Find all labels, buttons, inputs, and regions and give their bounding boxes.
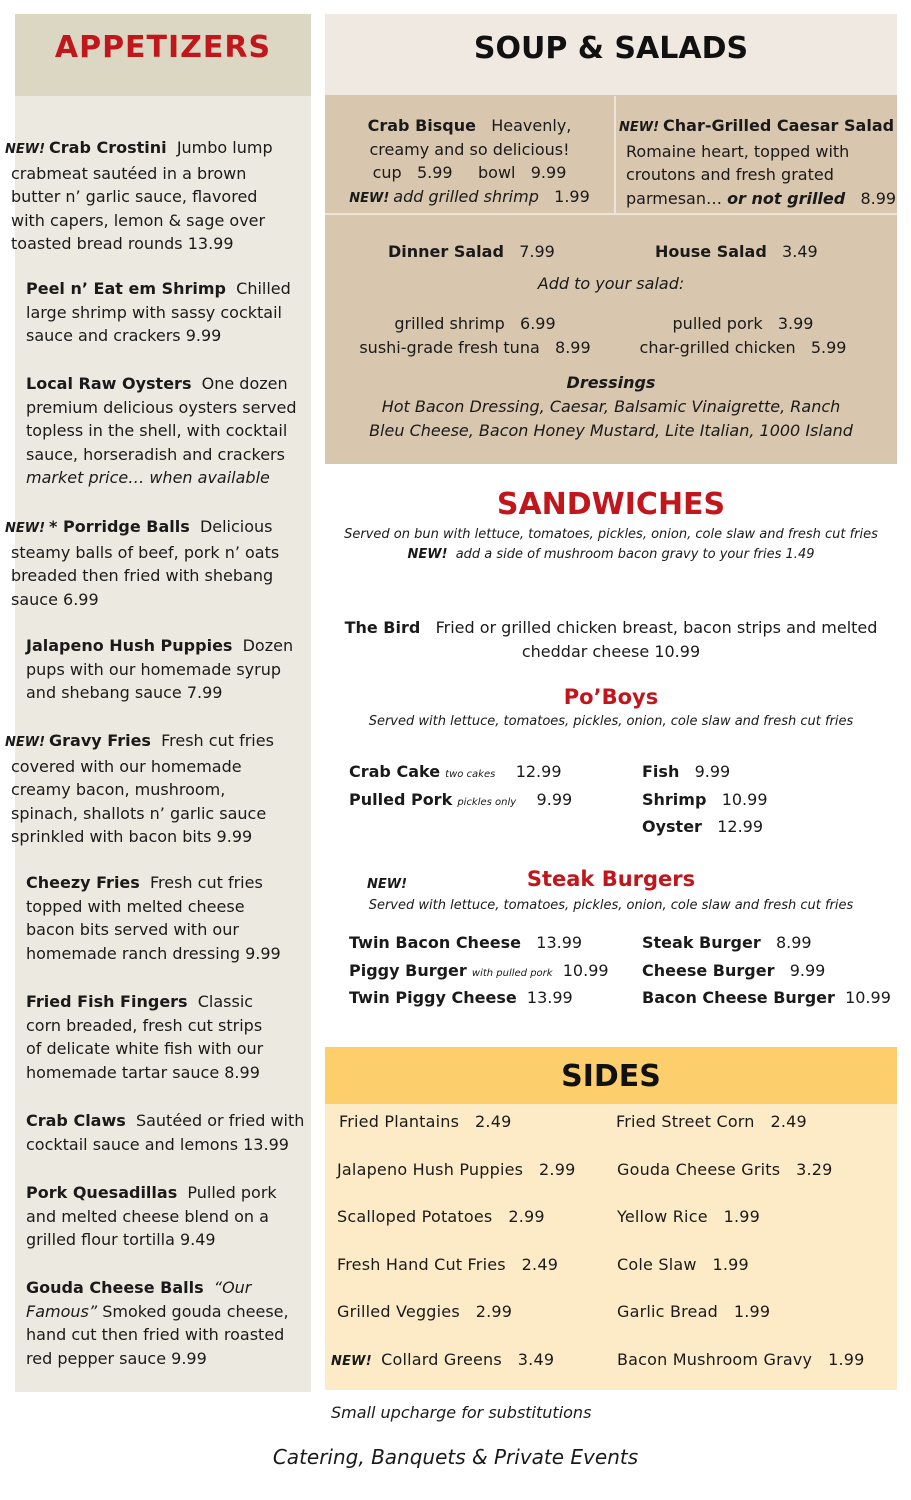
appetizer-desc: hand cut then fried with roasted <box>26 1325 285 1344</box>
appetizer-desc: premium delicious oysters served <box>26 397 297 417</box>
burger-price: 13.99 <box>536 933 583 952</box>
appetizer-desc: sauce and crackers 9.99 <box>26 326 222 345</box>
salad-name: Char-Grilled Caesar Salad <box>663 116 895 135</box>
sides-header <box>325 1047 897 1104</box>
side-item: Gouda Cheese Grits 3.29 <box>617 1160 833 1179</box>
poboy-note: two cakes <box>445 769 496 780</box>
poboy-item <box>642 762 730 781</box>
new-badge: NEW! <box>349 190 390 206</box>
catering-footer: Catering, Banquets & Private Events <box>272 1445 639 1469</box>
burger-item <box>349 961 609 980</box>
new-badge: NEW! <box>5 735 46 750</box>
salad-name: House Salad <box>655 242 767 261</box>
appetizers-title: APPETIZERS <box>54 30 272 65</box>
appetizer-desc: creamy bacon, mushroom, <box>11 780 226 799</box>
poboy-price: 9.99 <box>536 790 573 809</box>
soup-desc: Heavenly, <box>491 116 572 135</box>
appetizer-desc: red pepper sauce 9.99 <box>26 1348 207 1368</box>
appetizer-desc: topped with melted cheese <box>26 896 245 916</box>
appetizer-item <box>26 871 306 965</box>
appetizer-desc: Famous” <box>26 1301 98 1321</box>
appetizer-desc: Sautéed or fried with <box>135 1111 305 1130</box>
poboy-price: 12.99 <box>515 762 562 781</box>
burger-name: Twin Piggy Cheese <box>349 988 517 1007</box>
sandwiches-note: Served on bun with lettuce, tomatoes, pickles, onion, cole slaw and fresh cut fries <box>344 527 878 542</box>
new-badge: NEW! <box>619 120 660 135</box>
upcharge-note: Small upcharge for substitutions <box>331 1403 592 1422</box>
sandwich-desc: Fried or grilled chicken breast, bacon strips and melted <box>435 618 878 637</box>
appetizer-desc: Delicious <box>199 517 273 536</box>
appetizer-desc: sauce 6.99 <box>11 589 99 609</box>
salad-option: or not grilled <box>727 188 846 208</box>
appetizer-desc: Smoked gouda cheese, <box>97 1301 289 1321</box>
appetizer-item <box>5 515 285 611</box>
side-item: Cole Slaw 1.99 <box>617 1255 749 1274</box>
sandwiches-title: SANDWICHES <box>496 487 726 522</box>
new-badge: NEW! <box>407 547 448 562</box>
appetizer-desc: topless in the shell, with cocktail <box>26 421 288 440</box>
poboy-item <box>642 817 763 836</box>
side-item: Garlic Bread 1.99 <box>617 1302 771 1321</box>
appetizer-desc: cocktail sauce and lemons 13.99 <box>26 1134 289 1154</box>
new-badge: NEW! <box>5 521 46 536</box>
appetizer-name: Fried Fish Fingers <box>26 992 188 1011</box>
appetizer-name: Gouda Cheese Balls <box>26 1278 204 1297</box>
soup-name: Crab Bisque <box>367 116 476 135</box>
appetizer-name: Pork Quesadillas <box>26 1183 178 1202</box>
poboy-name: Fish <box>642 762 680 781</box>
appetizer-item <box>26 372 306 490</box>
appetizer-item <box>5 136 285 256</box>
burgers-title: Steak Burgers <box>526 867 696 891</box>
appetizer-desc: homemade ranch dressing 9.99 <box>26 943 281 963</box>
new-badge: NEW! <box>367 877 408 892</box>
appetizer-price-note: market price… when available <box>26 468 270 487</box>
burger-item <box>349 933 582 952</box>
appetizer-desc: crabmeat sautéed in a brown <box>11 163 247 183</box>
side-item: Bacon Mushroom Gravy 1.99 <box>617 1350 865 1369</box>
appetizer-desc: sprinkled with bacon bits 9.99 <box>11 827 253 846</box>
appetizer-item <box>5 729 285 849</box>
burger-price: 10.99 <box>562 961 609 980</box>
appetizer-desc: bacon bits served with our <box>26 920 239 939</box>
poboy-item <box>642 790 768 809</box>
poboy-price: 12.99 <box>717 817 764 836</box>
salad-addon: pulled pork 3.99 <box>672 314 814 333</box>
soup-prices: cup 5.99 bowl 9.99 <box>372 163 567 182</box>
appetizer-desc: steamy balls of beef, pork n’ oats <box>11 542 280 562</box>
burger-name: Steak Burger <box>642 933 761 952</box>
burger-item <box>642 933 812 952</box>
salad-addon: grilled shrimp 6.99 <box>394 314 556 333</box>
appetizer-desc: Dozen <box>242 636 294 655</box>
burger-name: Bacon Cheese Burger <box>642 988 835 1007</box>
appetizer-item <box>26 1276 306 1370</box>
sandwich-name: The Bird <box>344 618 421 637</box>
salad-name: Dinner Salad <box>388 242 504 261</box>
new-badge: NEW! <box>5 142 46 157</box>
appetizer-name: Crab Crostini <box>49 138 167 157</box>
burger-name: Twin Bacon Cheese <box>349 933 522 952</box>
appetizer-desc: toasted bread rounds 13.99 <box>11 234 234 253</box>
dressings-list: Bleu Cheese, Bacon Honey Mustard, Lite Italian, 1000 Island <box>369 421 853 440</box>
appetizer-desc: spinach, shallots n’ garlic sauce <box>11 803 267 823</box>
appetizer-desc: One dozen <box>201 374 288 393</box>
salad-desc: Romaine heart, topped with <box>626 141 850 161</box>
salad-desc: croutons and fresh grated <box>626 165 834 184</box>
appetizer-name: Cheezy Fries <box>26 873 140 892</box>
crab-bisque <box>325 114 614 210</box>
appetizer-name: Gravy Fries <box>49 731 151 750</box>
appetizer-item <box>26 634 306 705</box>
appetizer-name: Jalapeno Hush Puppies <box>26 636 233 655</box>
salad-addon: char-grilled chicken 5.99 <box>639 338 847 357</box>
side-item: Fried Plantains 2.49 <box>339 1112 512 1131</box>
side-item: Jalapeno Hush Puppies 2.99 <box>337 1160 576 1179</box>
burger-price: 9.99 <box>789 961 826 980</box>
salad-price: 8.99 <box>860 188 897 208</box>
appetizer-desc: pups with our homemade syrup <box>26 659 282 679</box>
new-badge: NEW! <box>331 1354 372 1369</box>
appetizer-desc: Fresh cut fries <box>149 873 263 892</box>
sides-panel <box>325 1104 897 1390</box>
appetizer-name: Crab Claws <box>26 1111 126 1130</box>
appetizer-item <box>26 1181 306 1252</box>
side-item: Collard Greens 3.49 <box>381 1350 555 1369</box>
poboy-item <box>349 790 572 809</box>
appetizer-desc: homemade tartar sauce 8.99 <box>26 1062 260 1082</box>
burger-price: 8.99 <box>775 933 812 952</box>
poboy-name: Pulled Pork <box>349 790 453 809</box>
burger-item <box>642 961 825 980</box>
poboy-name: Crab Cake <box>349 762 441 781</box>
caesar-salad <box>619 114 895 210</box>
appetizer-item <box>26 990 306 1084</box>
poboy-item <box>349 762 562 781</box>
appetizer-desc: Chilled <box>236 279 291 298</box>
salad-desc: parmesan… <box>626 188 722 208</box>
poboy-name: Oyster <box>642 817 702 836</box>
soup-addon: add grilled shrimp <box>393 186 539 206</box>
appetizer-desc: and melted cheese blend on a <box>26 1206 269 1226</box>
appetizer-name: Peel n’ Eat em Shrimp <box>26 279 226 298</box>
burger-name: Cheese Burger <box>642 961 775 980</box>
dressings-title: Dressings <box>566 373 656 392</box>
poboys-note: Served with lettuce, tomatoes, pickles, onion, cole slaw and fresh cut fries <box>368 714 854 729</box>
appetizer-desc: covered with our homemade <box>11 756 242 776</box>
appetizer-desc: breaded then fried with shebang <box>11 566 274 585</box>
side-item: Fried Street Corn 2.49 <box>616 1112 807 1131</box>
poboy-name: Shrimp <box>642 790 707 809</box>
appetizer-desc: butter n’ garlic sauce, flavored <box>11 187 258 206</box>
appetizers-header <box>15 14 311 96</box>
appetizer-desc: Classic <box>197 992 254 1011</box>
appetizer-desc: with capers, lemon & sage over <box>11 210 266 230</box>
sides-title: SIDES <box>561 1059 661 1094</box>
poboy-note: pickles only <box>457 797 517 808</box>
appetizer-desc: corn breaded, fresh cut strips <box>26 1015 263 1035</box>
side-item: Fresh Hand Cut Fries 2.49 <box>337 1255 559 1274</box>
poboys-title: Po’Boys <box>563 685 659 709</box>
salad-price: 7.99 <box>519 242 555 261</box>
appetizer-desc: and shebang sauce 7.99 <box>26 683 223 702</box>
burgers-note: Served with lettuce, tomatoes, pickles, onion, cole slaw and fresh cut fries <box>368 898 854 913</box>
dressings-list: Hot Bacon Dressing, Caesar, Balsamic Vinaigrette, Ranch <box>381 397 841 416</box>
soup-desc: creamy and so delicious! <box>369 139 570 159</box>
appetizer-desc: Jumbo lump <box>176 138 273 157</box>
house-salad <box>655 240 818 264</box>
appetizer-item <box>26 1109 306 1156</box>
appetizer-desc: grilled flour tortilla 9.49 <box>26 1230 216 1249</box>
burger-name: Piggy Burger <box>349 961 467 980</box>
side-item: Yellow Rice 1.99 <box>617 1207 761 1226</box>
appetizer-name: Local Raw Oysters <box>26 374 192 393</box>
the-bird <box>325 616 897 663</box>
soups-title: SOUP & SALADS <box>473 31 749 66</box>
poboy-price: 9.99 <box>694 762 731 781</box>
burger-item <box>349 988 573 1007</box>
poboy-price: 10.99 <box>721 790 768 809</box>
appetizer-name: * Porridge Balls <box>49 517 190 536</box>
burger-note: with pulled pork <box>471 968 553 979</box>
appetizer-desc: Fresh cut fries <box>161 731 274 750</box>
soup-addon-price: 1.99 <box>554 186 590 206</box>
dinner-salad <box>388 240 555 264</box>
burger-price: 13.99 <box>526 988 573 1007</box>
appetizer-desc: “Our <box>213 1278 252 1297</box>
burger-price: 10.99 <box>845 988 891 1007</box>
salad-price: 3.49 <box>782 242 818 261</box>
appetizer-desc: large shrimp with sassy cocktail <box>26 302 282 322</box>
burger-item <box>642 988 891 1007</box>
side-item: Scalloped Potatoes 2.99 <box>337 1207 545 1226</box>
appetizer-item <box>26 277 306 348</box>
appetizer-desc: of delicate white fish with our <box>26 1039 264 1058</box>
sandwiches-gravy-note: add a side of mushroom bacon gravy to your fries 1.49 <box>455 547 815 562</box>
soups-header <box>325 14 897 95</box>
add-to-salad-label: Add to your salad: <box>537 274 685 293</box>
salad-addon: sushi-grade fresh tuna 8.99 <box>359 338 591 357</box>
sandwich-desc: cheddar cheese 10.99 <box>521 641 701 661</box>
appetizer-desc: Pulled pork <box>187 1183 277 1202</box>
appetizer-desc: sauce, horseradish and crackers <box>26 444 285 464</box>
side-item: Grilled Veggies 2.99 <box>337 1302 513 1321</box>
